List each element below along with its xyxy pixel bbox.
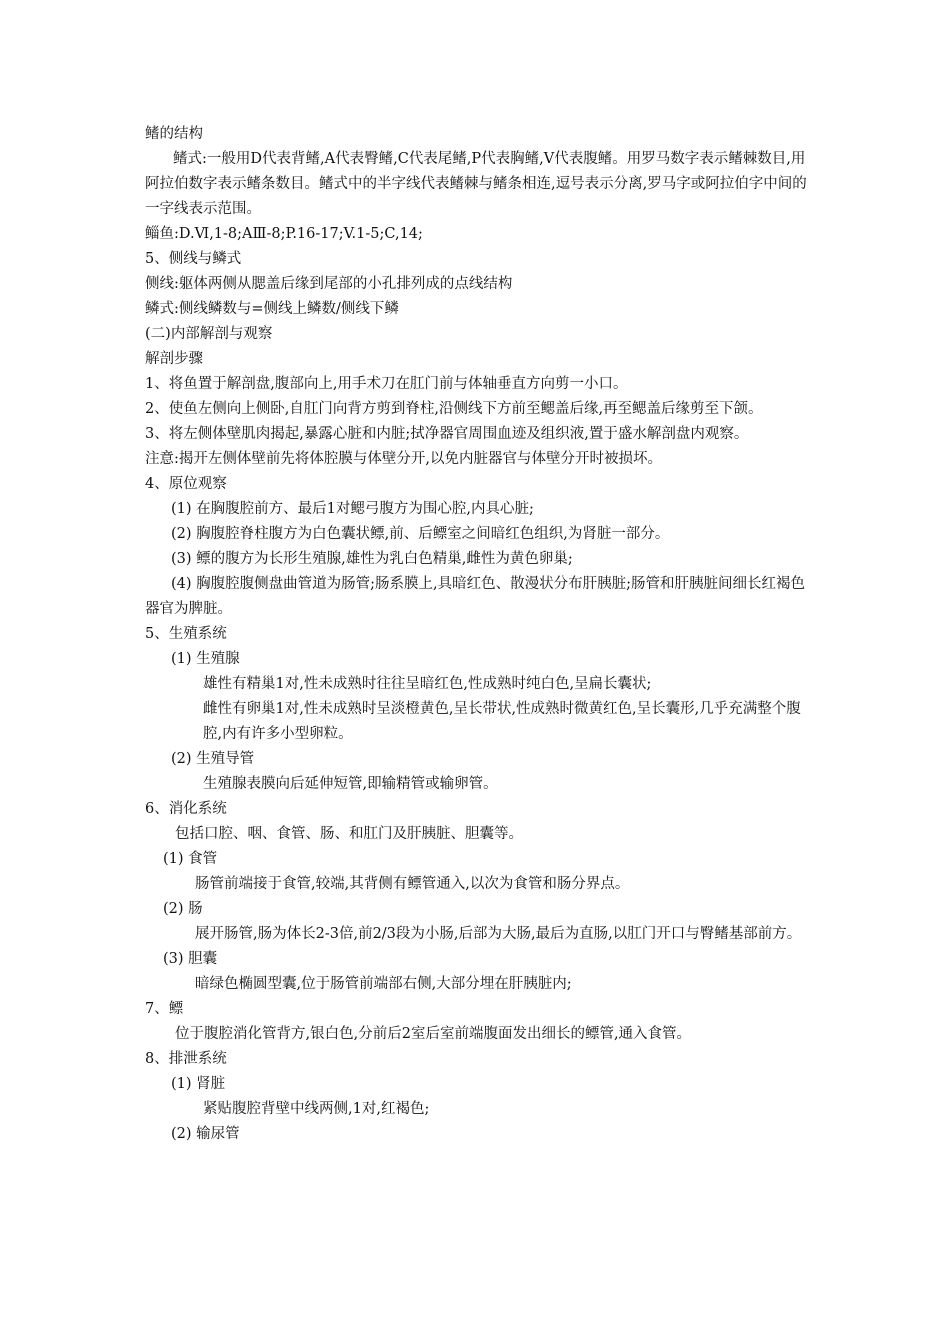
- heading-excretory: 8、排泄系统: [145, 1051, 227, 1067]
- heading-swim-bladder: 7、鳔: [145, 1001, 184, 1017]
- gonad-male: 雄性有精巢1对,性未成熟时往往呈暗红色,性成熟时纯白色,呈扁长囊状;: [203, 676, 652, 692]
- heading-in-situ: 4、原位观察: [145, 476, 227, 492]
- excretory-item-ureter: (2) 输尿管: [171, 1126, 240, 1142]
- digestive-item-gallbladder: (3) 胆囊: [163, 951, 218, 967]
- step-2: 2、使鱼左侧向上侧卧,自肛门向背方剪到脊柱,沿侧线下方前至鳃盖后缘,再至鳃盖后缘剪至下颌。: [145, 401, 763, 417]
- digestive-item-intestine: (2) 肠: [163, 901, 203, 917]
- heading-fin-structure: 鳍的结构: [145, 126, 203, 142]
- paragraph-mullet-formula: 鲻鱼:D.Ⅵ,1-8;AⅢ-8;P.16-17;V.1-5;C,14;: [145, 226, 423, 242]
- heading-digestive: 6、消化系统: [145, 801, 227, 817]
- paragraph-fin-formula: 鳍式:一般用D代表背鳍,A代表臀鳍,C代表尾鳍,P代表胸鳍,V代表腹鳍。用罗马数字表示鳍棘数目,用阿拉伯数字表示鳍条数目。鳍式中的半字线代表鳍棘与鳍条相连,逗号表示分离,罗马字或阿拉伯字中间的一字线表示范围。: [145, 151, 807, 217]
- duct-description: 生殖腺表膜向后延伸短管,即输精管或输卵管。: [203, 776, 498, 792]
- in-situ-item-2: (2) 胸腹腔脊柱腹方为白色囊状鳔,前、后鳔室之间暗红色组织,为肾脏一部分。: [171, 526, 670, 542]
- document-body: [145, 122, 810, 1147]
- heading-reproductive: 5、生殖系统: [145, 626, 227, 642]
- reproductive-item-duct: (2) 生殖导管: [171, 751, 255, 767]
- note-caution: 注意:揭开左侧体壁前先将体腔膜与体壁分开,以免内脏器官与体壁分开时被损坏。: [145, 451, 662, 467]
- gonad-female: 雌性有卵巢1对,性未成熟时呈淡橙黄色,呈长带状,性成熟时微黄红色,呈长囊形,几乎充满整个腹腔,内有许多小型卵粒。: [203, 701, 801, 742]
- intestine-description: 展开肠管,肠为体长2-3倍,前2/3段为小肠,后部为大肠,最后为直肠,以肛门开口与臀鳍基部前方。: [195, 926, 802, 942]
- step-1: 1、将鱼置于解剖盘,腹部向上,用手术刀在肛门前与体轴垂直方向剪一小口。: [145, 376, 628, 392]
- kidney-description: 紧贴腹腔背壁中线两侧,1对,红褐色;: [203, 1101, 430, 1117]
- swim-bladder-description: 位于腹腔消化管背方,银白色,分前后2室后室前端腹面发出细长的鳔管,通入食管。: [175, 1026, 692, 1042]
- paragraph-lateral-line: 侧线:躯体两侧从腮盖后缘到尾部的小孔排列成的点线结构: [145, 276, 513, 292]
- heading-dissection-steps: 解剖步骤: [145, 351, 203, 367]
- esophagus-description: 肠管前端接于食管,较端,其背侧有鳔管通入,以次为食管和肠分界点。: [195, 876, 630, 892]
- in-situ-item-1: (1) 在胸腹腔前方、最后1对鳃弓腹方为围心腔,内具心脏;: [171, 501, 534, 517]
- in-situ-item-3: (3) 鳔的腹方为长形生殖腺,雄性为乳白色精巢,雌性为黄色卵巢;: [171, 551, 573, 567]
- step-3: 3、将左侧体壁肌肉揭起,暴露心脏和内脏;拭净器官周围血迹及组织液,置于盛水解剖盘内观察。: [145, 426, 749, 442]
- paragraph-scale-formula: 鳞式:侧线鳞数与=侧线上鳞数/侧线下鳞: [145, 301, 399, 317]
- digestive-summary: 包括口腔、咽、食管、肠、和肛门及肝胰脏、胆囊等。: [175, 826, 523, 842]
- reproductive-item-gonad: (1) 生殖腺: [171, 651, 240, 667]
- in-situ-item-4: (4) 胸腹腔腹侧盘曲管道为肠管;肠系膜上,具暗红色、散漫状分布肝胰脏;肠管和肝胰脏间细长红褐色器官为脾脏。: [145, 576, 806, 617]
- gallbladder-description: 暗绿色椭圆型囊,位于肠管前端部右侧,大部分埋在肝胰脏内;: [195, 976, 572, 992]
- excretory-item-kidney: (1) 肾脏: [171, 1076, 226, 1092]
- heading-lateral-line: 5、侧线与鳞式: [145, 251, 242, 267]
- heading-internal-dissection: (二)内部解剖与观察: [145, 326, 273, 342]
- digestive-item-esophagus: (1) 食管: [163, 851, 218, 867]
